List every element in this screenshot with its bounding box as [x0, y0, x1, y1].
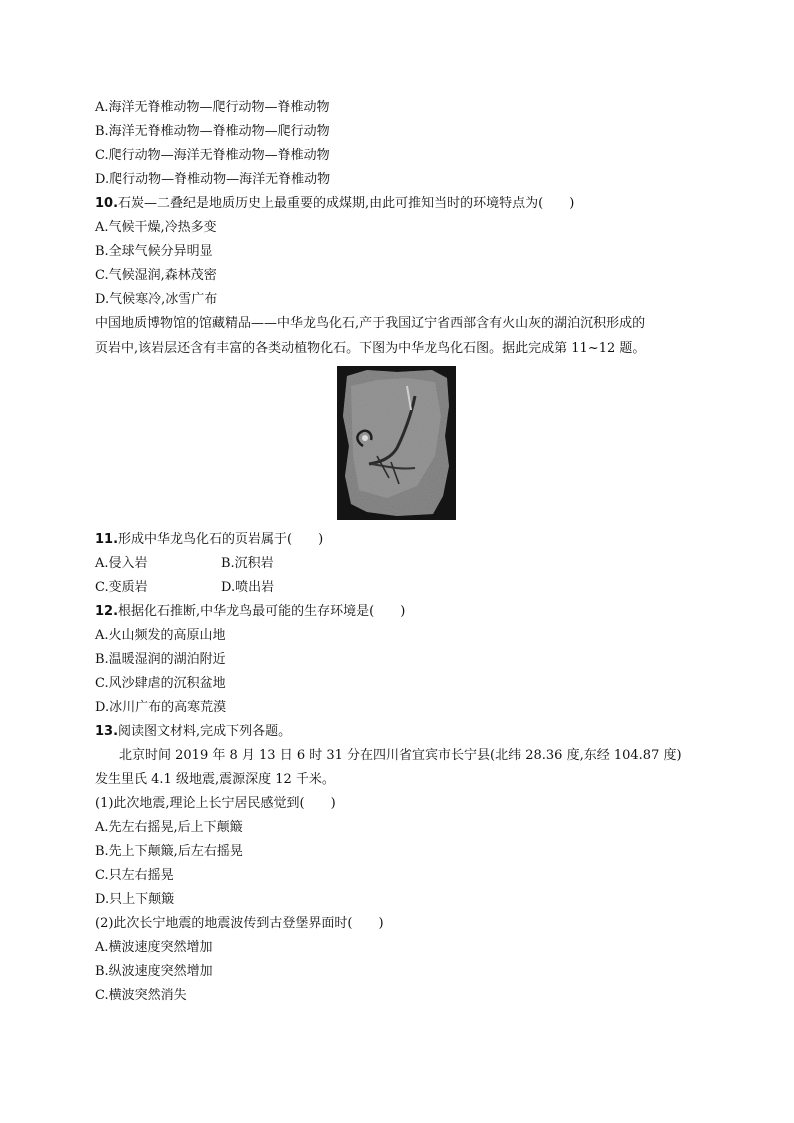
q13-stem-line: [95, 723, 291, 741]
q10-option-c: C.气候湿润,森林茂密: [95, 268, 217, 283]
q13-sub1-option-c: C.只左右摇晃: [95, 868, 174, 883]
q9-option-c: C.爬行动物—海洋无脊椎动物—脊椎动物: [95, 148, 330, 163]
q13-sub2-stem: (2)此次长宁地震的地震波传到古登堡界面时( ): [95, 916, 384, 931]
q13-sub1-option-d: D.只上下颠簸: [95, 892, 175, 907]
q13-sub1-option-a: A.先左右摇晃,后上下颠簸: [95, 820, 243, 835]
q13-number: 13.: [95, 724, 119, 739]
q13-sub2-option-a: A.横波速度突然增加: [95, 940, 213, 955]
q10-option-d: D.气候寒冷,冰雪广布: [95, 292, 218, 307]
q11-option-a: A.侵入岩: [95, 556, 148, 571]
q9-option-d: D.爬行动物—脊椎动物—海洋无脊椎动物: [95, 172, 331, 187]
passage-line-2: 页岩中,该岩层还含有丰富的各类动植物化石。下图为中华龙鸟化石图。据此完成第 11~12 题。: [95, 341, 646, 356]
fossil-image: [337, 366, 456, 520]
q12-stem: 根据化石推断,中华龙鸟最可能的生存环境是( ): [118, 604, 406, 619]
q11-stem: 形成中华龙鸟化石的页岩属于( ): [118, 532, 324, 547]
q13-sub1-option-b: B.先上下颠簸,后左右摇晃: [95, 844, 243, 859]
q10-option-a: A.气候干燥,冷热多变: [95, 220, 217, 235]
q13-material-line-1: 北京时间 2019 年 8 月 13 日 6 时 31 分在四川省宜宾市长宁县(北纬 28.36 度,东经 104.87 度): [119, 748, 682, 763]
q12-option-b: B.温暖湿润的湖泊附近: [95, 652, 226, 667]
q11-stem-line: [95, 531, 323, 549]
q12-option-a: A.火山频发的高原山地: [95, 628, 226, 643]
q13-sub2-option-b: B.纵波速度突然增加: [95, 964, 213, 979]
q13-material-line-2: 发生里氏 4.1 级地震,震源深度 12 千米。: [95, 772, 335, 787]
q13-stem: 阅读图文材料,完成下列各题。: [118, 724, 292, 739]
q12-option-d: D.冰川广布的高寒荒漠: [95, 700, 227, 715]
q10-number: 10.: [95, 196, 119, 211]
q10-option-b: B.全球气候分异明显: [95, 244, 213, 259]
q11-option-c: C.变质岩: [95, 580, 148, 595]
q13-sub1-stem: (1)此次地震,理论上长宁居民感觉到( ): [95, 796, 336, 811]
passage-line-1: 中国地质博物馆的馆藏精品——中华龙鸟化石,产于我国辽宁省西部含有火山灰的湖泊沉积形成的: [95, 316, 646, 331]
q13-sub2-option-c: C.横波突然消失: [95, 988, 187, 1003]
q11-option-b: B.沉积岩: [221, 556, 274, 571]
q10-stem: 石炭—二叠纪是地质历史上最重要的成煤期,由此可推知当时的环境特点为( ): [118, 196, 575, 211]
q11-number: 11.: [95, 532, 119, 547]
q12-number: 12.: [95, 604, 119, 619]
q10-stem-line: [95, 195, 574, 213]
q12-option-c: C.风沙肆虐的沉积盆地: [95, 676, 226, 691]
q9-option-b: B.海洋无脊椎动物—脊椎动物—爬行动物: [95, 124, 330, 139]
q12-stem-line: [95, 603, 405, 621]
q11-option-d: D.喷出岩: [221, 580, 275, 595]
q9-option-a: A.海洋无脊椎动物—爬行动物—脊椎动物: [95, 100, 330, 115]
